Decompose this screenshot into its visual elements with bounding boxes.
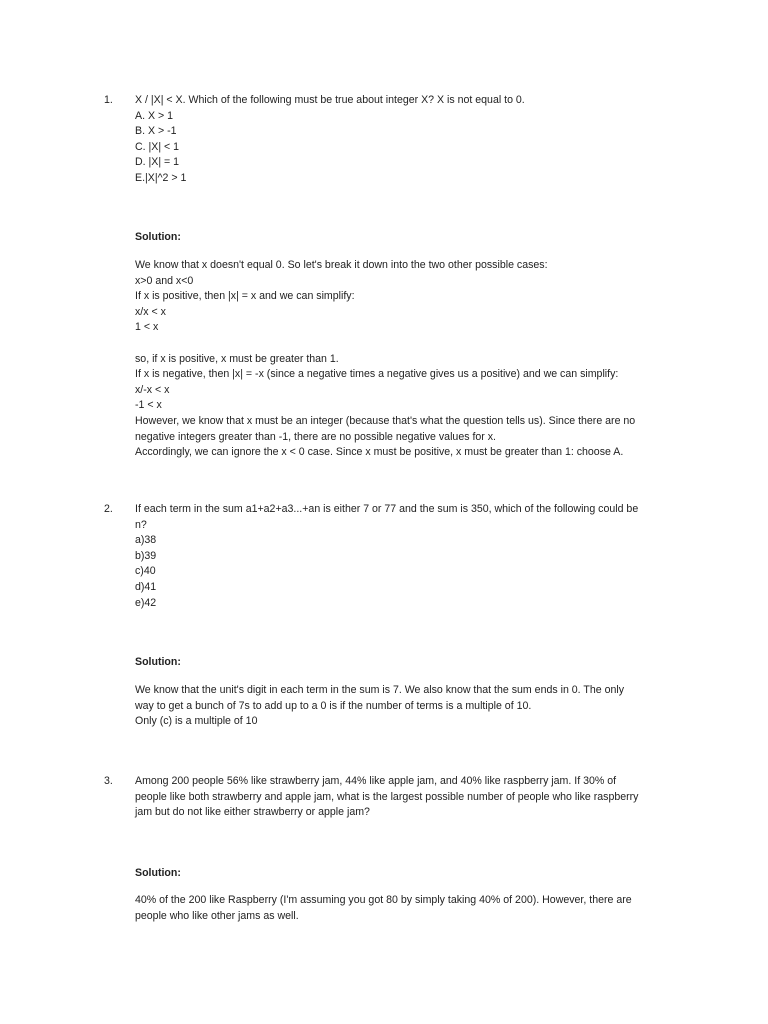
solution-text — [135, 893, 675, 924]
question-line: n? — [135, 518, 147, 531]
solution-line: However, we know that x must be an integer (because that's what the question tells us). Since there are no — [135, 414, 636, 427]
question-text — [135, 93, 675, 187]
question-line: jam but do not like either strawberry or apple jam? — [135, 806, 370, 819]
solution-line: -1 < x — [135, 399, 162, 412]
solution-line: way to get a bunch of 7s to add up to a 0 is if the number of terms is a multiple of 10. — [135, 699, 532, 712]
solution-line: We know that x doesn't equal 0. So let's break it down into the two other possible cases: — [135, 259, 548, 271]
solution-line: Only (c) is a multiple of 10 — [135, 715, 258, 728]
solution-heading: Solution: — [135, 867, 181, 879]
question-line: X / |X| < X. Which of the following must be true about integer X? X is not equal to 0. — [135, 94, 525, 106]
question-number: 2. — [104, 503, 113, 515]
question-number: 1. — [104, 94, 113, 106]
solution-heading: Solution: — [135, 656, 181, 668]
solution-line: people who like other jams as well. — [135, 909, 299, 922]
solution-line: so, if x is positive, x must be greater than 1. — [135, 352, 339, 365]
option-line: b)39 — [135, 549, 157, 562]
question-line: Among 200 people 56% like strawberry jam, 44% like apple jam, and 40% like raspberry jam. If 30% of — [135, 775, 617, 787]
option-line: e)42 — [135, 596, 157, 609]
solution-line: negative integers greater than -1, there are no possible negative values for x. — [135, 430, 496, 443]
question-line: people like both strawberry and apple jam, what is the largest possible number of people who like raspberry — [135, 790, 639, 803]
option-line: c)40 — [135, 565, 156, 578]
question-number: 3. — [104, 775, 113, 787]
option-line: A. X > 1 — [135, 109, 173, 122]
question-text — [135, 774, 675, 821]
solution-line: Accordingly, we can ignore the x < 0 case. Since x must be positive, x must be greater than 1: choose A. — [135, 446, 624, 459]
solution-text — [135, 683, 675, 730]
question-text — [135, 502, 675, 611]
solution-line: x>0 and x<0 — [135, 274, 194, 287]
solution-heading: Solution: — [135, 231, 181, 243]
solution-line: We know that the unit's digit in each term in the sum is 7. We also know that the sum ends in 0. The only — [135, 684, 624, 696]
solution-text — [135, 258, 675, 461]
option-line: d)41 — [135, 580, 157, 593]
option-line: E.|X|^2 > 1 — [135, 171, 187, 184]
option-line: B. X > -1 — [135, 125, 177, 138]
option-line: C. |X| < 1 — [135, 140, 180, 153]
solution-line: If x is positive, then |x| = x and we can simplify: — [135, 290, 355, 303]
solution-line: 1 < x — [135, 321, 159, 334]
solution-line: 40% of the 200 like Raspberry (I'm assuming you got 80 by simply taking 40% of 200). However, there are — [135, 894, 632, 906]
option-line: D. |X| = 1 — [135, 156, 180, 169]
solution-line: x/x < x — [135, 305, 166, 318]
solution-line: If x is negative, then |x| = -x (since a negative times a negative gives us a positive) and we can simplify: — [135, 368, 619, 381]
option-line: a)38 — [135, 534, 157, 547]
blank-line — [135, 336, 675, 352]
solution-line: x/-x < x — [135, 383, 170, 396]
question-line: If each term in the sum a1+a2+a3...+an is either 7 or 77 and the sum is 350, which of the following could be — [135, 503, 639, 515]
